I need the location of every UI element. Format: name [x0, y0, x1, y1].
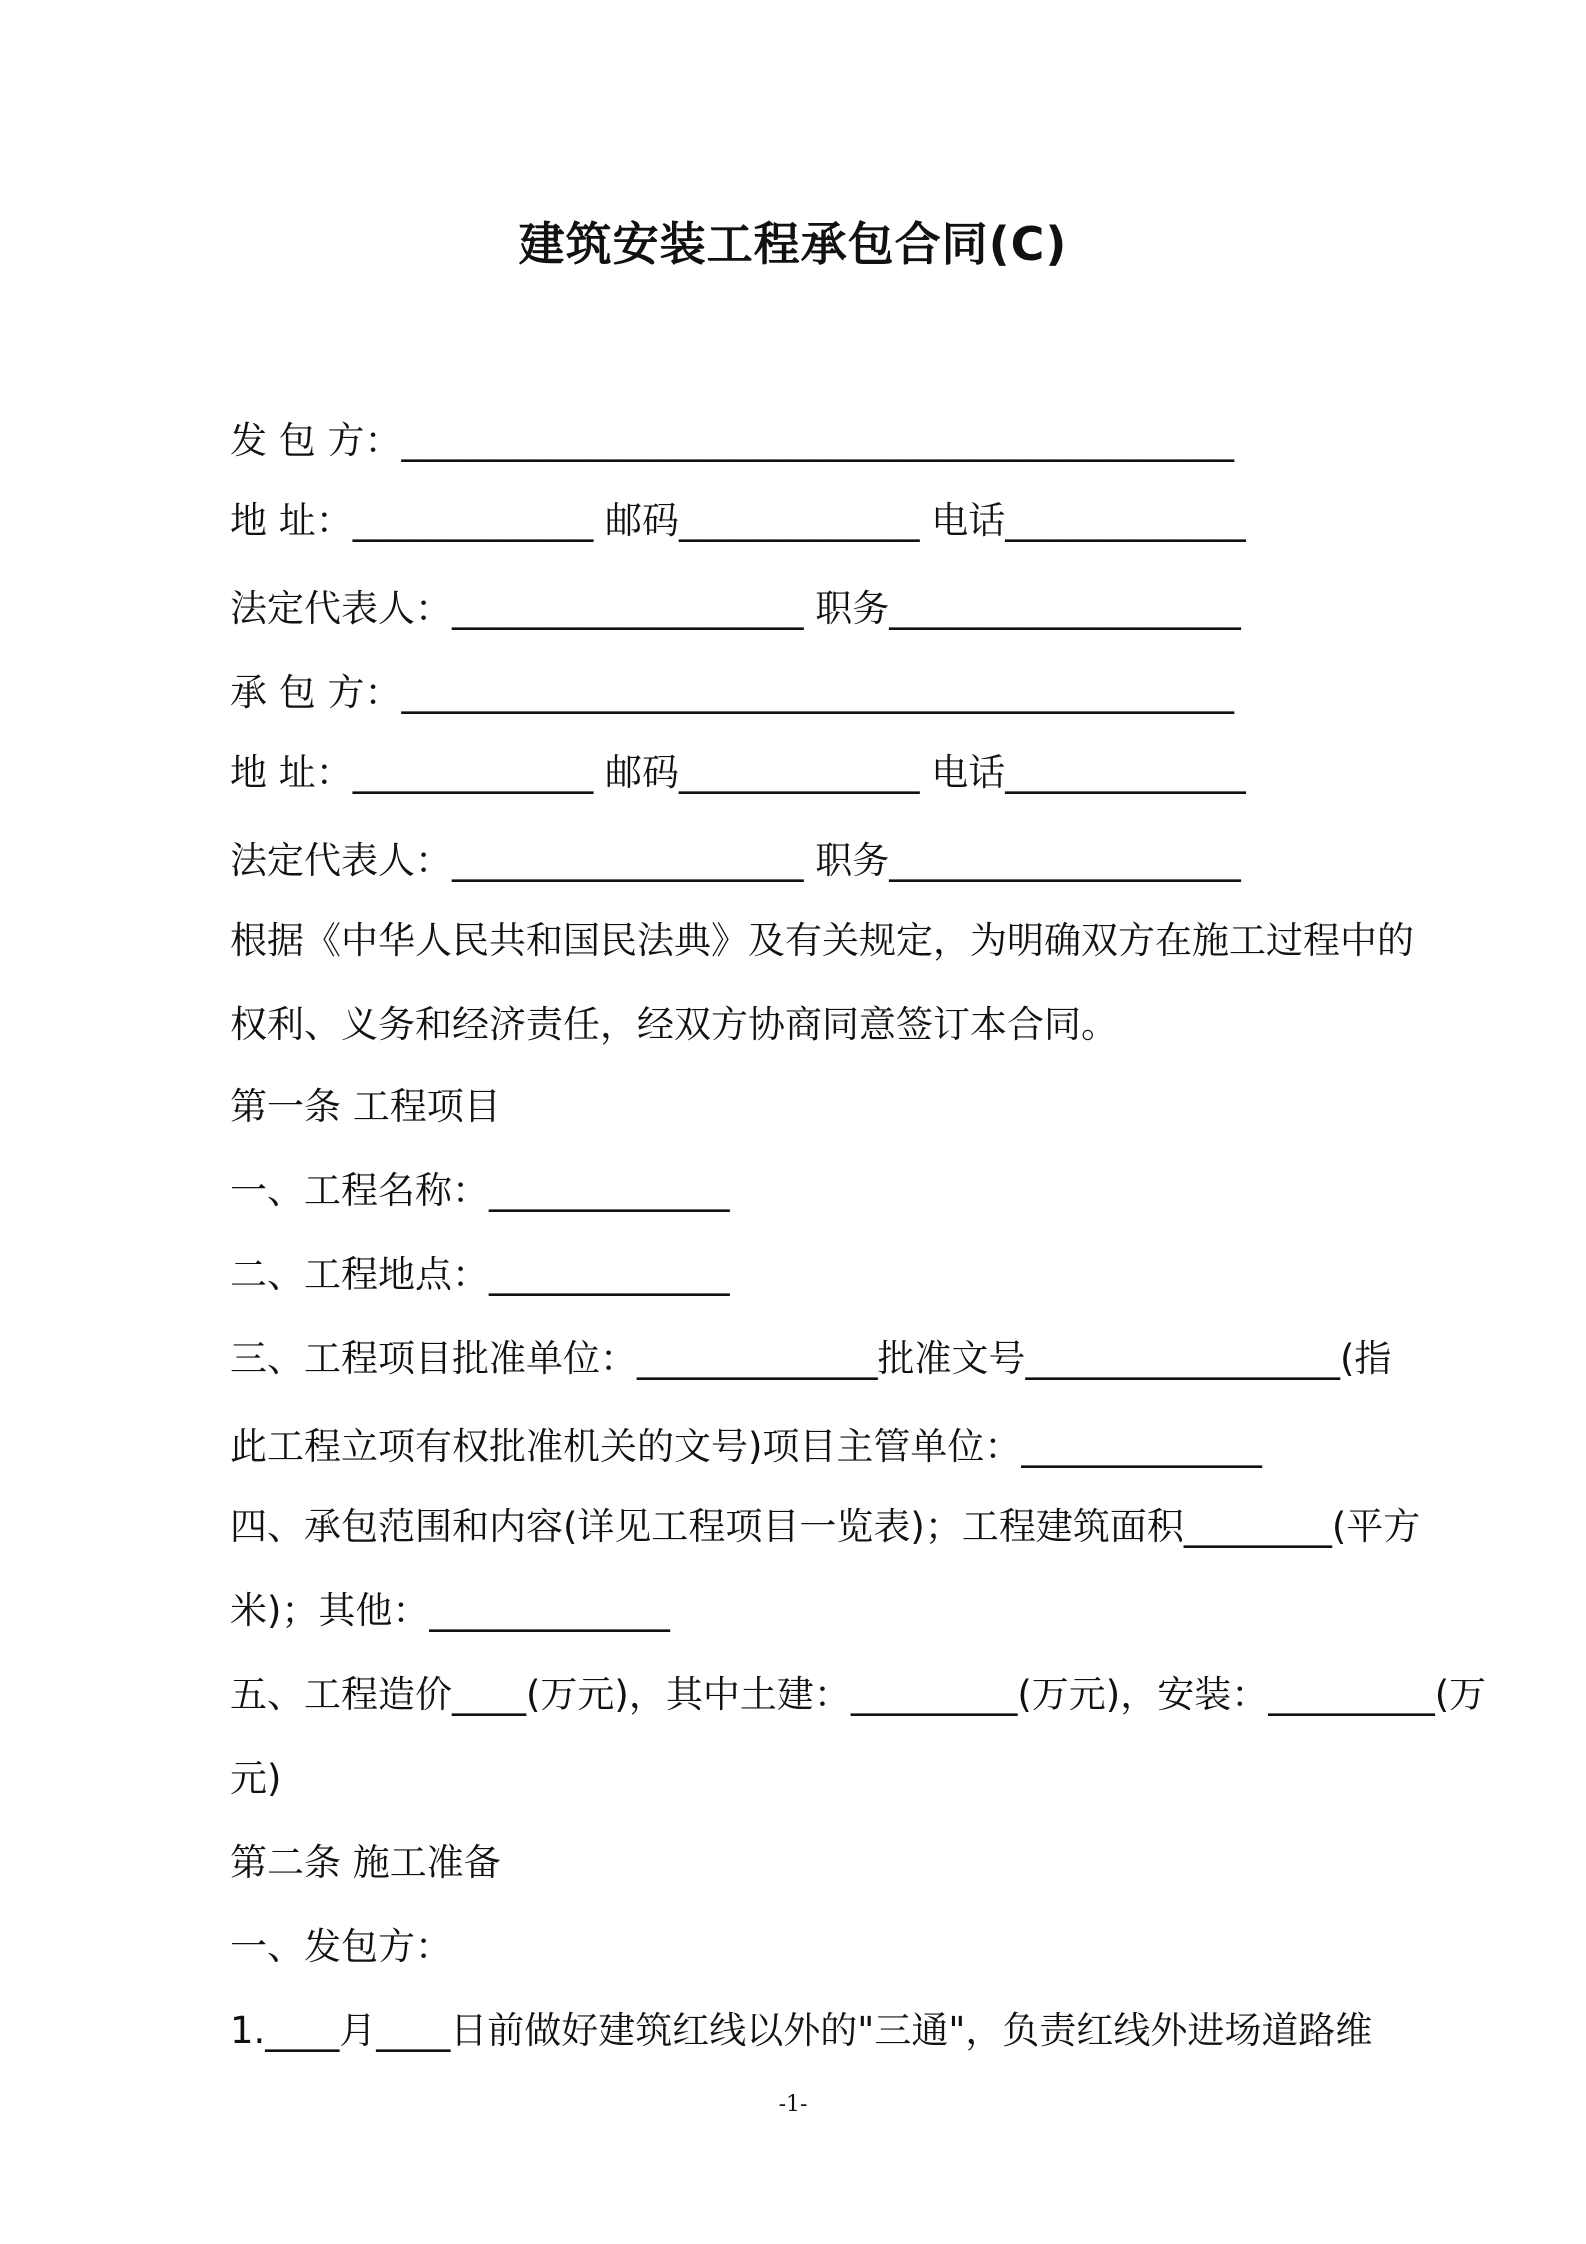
approval-unit-line-1: 三、工程项目批准单位：_____________批准文号_________________(指 [230, 1337, 1392, 1380]
party-a-representative-line: 法定代表人：___________________ 职务___________________ [230, 587, 1241, 630]
employer-item-1-line: 1.____月____日前做好建筑红线以外的"三通"，负责红线外进场道路维 [230, 2009, 1373, 2052]
party-a-name-line: 发 包 方：_____________________________________________ [230, 419, 1235, 462]
article-1-heading: 第一条 工程项目 [230, 1085, 501, 1128]
party-b-name-line: 承 包 方：_____________________________________________ [230, 671, 1235, 714]
project-location-line: 二、工程地点：_____________ [230, 1253, 730, 1296]
party-b-address-line: 地 址：_____________ 邮码_____________ 电话_____________ [230, 751, 1246, 794]
document-title: 建筑安装工程承包合同(C) [518, 217, 1068, 271]
page-number: -1- [778, 2092, 808, 2117]
party-a-address-line: 地 址：_____________ 邮码_____________ 电话_____________ [230, 499, 1246, 542]
article-2-heading: 第二条 施工准备 [230, 1841, 501, 1884]
preamble-line-2: 权利、义务和经济责任，经双方协商同意签订本合同。 [230, 1003, 1118, 1046]
scope-line-1: 四、承包范围和内容(详见工程项目一览表)；工程建筑面积________(平方 [230, 1505, 1421, 1548]
party-b-representative-line: 法定代表人：___________________ 职务___________________ [230, 839, 1241, 882]
cost-line-1: 五、工程造价____(万元)，其中土建：_________(万元)，安装：_________(万 [230, 1673, 1487, 1716]
project-name-line: 一、工程名称：_____________ [230, 1169, 730, 1212]
scope-line-2: 米)；其他：_____________ [230, 1589, 670, 1632]
preamble-line-1: 根据《中华人民共和国民法典》及有关规定，为明确双方在施工过程中的 [230, 919, 1414, 962]
approval-unit-line-2: 此工程立项有权批准机关的文号)项目主管单位：_____________ [230, 1425, 1262, 1468]
cost-line-2: 元) [230, 1757, 282, 1800]
employer-heading: 一、发包方： [230, 1925, 452, 1968]
